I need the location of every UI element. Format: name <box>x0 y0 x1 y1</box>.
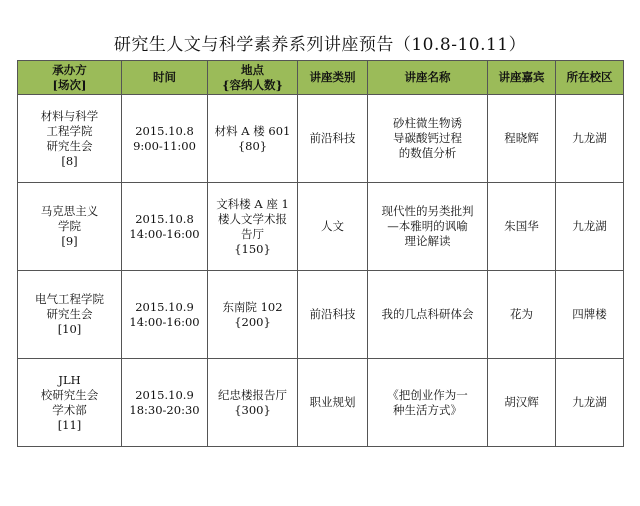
header-venue: 地点 {容纳人数} <box>208 61 298 95</box>
cell-venue: 文科楼 A 座 1 楼人文学术报 告厅 {150} <box>208 183 298 271</box>
cell-speaker: 胡汉辉 <box>488 359 556 447</box>
header-speaker: 讲座嘉宾 <box>488 61 556 95</box>
cell-category: 前沿科技 <box>298 95 368 183</box>
header-campus: 所在校区 <box>556 61 624 95</box>
table-row <box>18 359 624 447</box>
cell-category: 人文 <box>298 183 368 271</box>
cell-lecture: 《把创业作为一 种生活方式》 <box>368 359 488 447</box>
cell-speaker: 朱国华 <box>488 183 556 271</box>
cell-lecture: 现代性的另类批判 —本雅明的讽喻 理论解读 <box>368 183 488 271</box>
cell-campus: 九龙湖 <box>556 183 624 271</box>
header-category: 讲座类别 <box>298 61 368 95</box>
cell-speaker: 花为 <box>488 271 556 359</box>
cell-speaker: 程晓辉 <box>488 95 556 183</box>
cell-category: 前沿科技 <box>298 271 368 359</box>
cell-time: 2015.10.8 14:00-16:00 <box>122 183 208 271</box>
cell-time: 2015.10.9 18:30-20:30 <box>122 359 208 447</box>
cell-category: 职业规划 <box>298 359 368 447</box>
table-row <box>18 271 624 359</box>
cell-campus: 九龙湖 <box>556 95 624 183</box>
table-header-row <box>18 61 624 95</box>
cell-venue: 东南院 102 {200} <box>208 271 298 359</box>
cell-organizer: JLH 校研究生会 学术部 [11] <box>18 359 122 447</box>
cell-campus: 四牌楼 <box>556 271 624 359</box>
cell-campus: 九龙湖 <box>556 359 624 447</box>
cell-organizer: 马克思主义 学院 [9] <box>18 183 122 271</box>
cell-venue: 纪忠楼报告厅 {300} <box>208 359 298 447</box>
cell-organizer: 材料与科学 工程学院 研究生会 [8] <box>18 95 122 183</box>
header-time: 时间 <box>122 61 208 95</box>
header-lecture: 讲座名称 <box>368 61 488 95</box>
page-title: 研究生人文与科学素养系列讲座预告（10.8-10.11） <box>113 35 527 55</box>
cell-venue: 材料 A 楼 601 {80} <box>208 95 298 183</box>
cell-lecture: 我的几点科研体会 <box>368 271 488 359</box>
table-row <box>18 183 624 271</box>
table-row <box>18 95 624 183</box>
cell-time: 2015.10.8 9:00-11:00 <box>122 95 208 183</box>
header-organizer: 承办方 [场次] <box>18 61 122 95</box>
cell-lecture: 砂柱微生物诱 导碳酸钙过程 的数值分析 <box>368 95 488 183</box>
cell-organizer: 电气工程学院 研究生会 [10] <box>18 271 122 359</box>
lecture-schedule-table <box>17 60 624 447</box>
cell-time: 2015.10.9 14:00-16:00 <box>122 271 208 359</box>
